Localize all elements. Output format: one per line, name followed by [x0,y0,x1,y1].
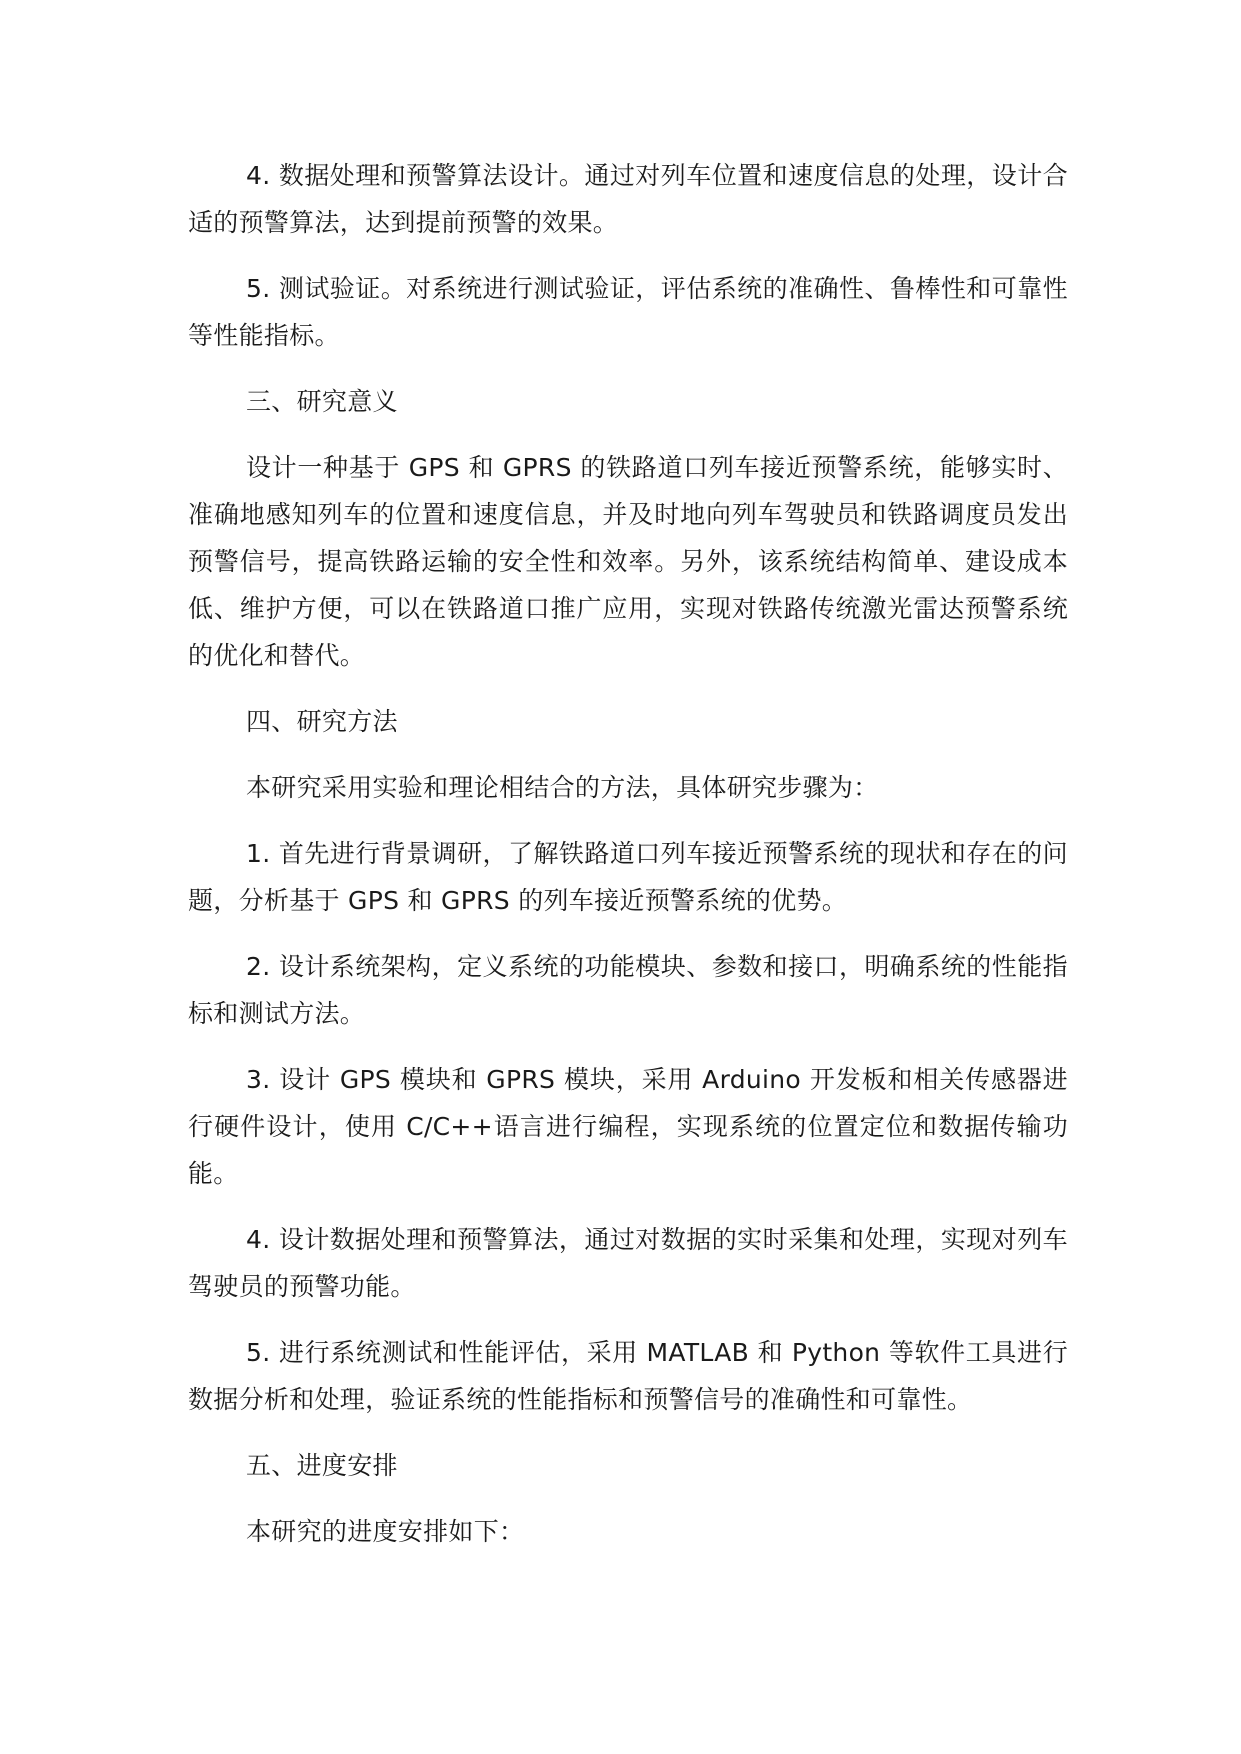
paragraph-research-significance: 设计一种基于 GPS 和 GPRS 的铁路道口列车接近预警系统，能够实时、准确地感知列车的位置和速度信息，并及时地向列车驾驶员和铁路调度员发出预警信号，提高铁路运输的安全性和效率。另外，该系统结构简单、建设成本低、维护方便，可以在铁路道口推广应用，实现对铁路传统激光雷达预警系统的优化和替代。 [188,453,1068,670]
heading-schedule: 五、进度安排 [246,1451,398,1480]
paragraph-algorithm-design: 4. 数据处理和预警算法设计。通过对列车位置和速度信息的处理，设计合适的预警算法，达到提前预警的效果。 [188,161,1068,237]
document-body [188,152,1068,1574]
paragraph-method-step-3: 3. 设计 GPS 模块和 GPRS 模块，采用 Arduino 开发板和相关传感器进行硬件设计，使用 C/C++语言进行编程，实现系统的位置定位和数据传输功能。 [188,1065,1068,1188]
heading-research-method: 四、研究方法 [246,707,398,736]
paragraph-method-step-2: 2. 设计系统架构，定义系统的功能模块、参数和接口，明确系统的性能指标和测试方法。 [188,952,1068,1028]
paragraph-method-step-1: 1. 首先进行背景调研，了解铁路道口列车接近预警系统的现状和存在的问题，分析基于 GPS 和 GPRS 的列车接近预警系统的优势。 [188,839,1068,915]
paragraph-method-step-5: 5. 进行系统测试和性能评估，采用 MATLAB 和 Python 等软件工具进行数据分析和处理，验证系统的性能指标和预警信号的准确性和可靠性。 [188,1338,1068,1414]
paragraph-method-step-4: 4. 设计数据处理和预警算法，通过对数据的实时采集和处理，实现对列车驾驶员的预警功能。 [188,1225,1068,1301]
paragraph-test-validation: 5. 测试验证。对系统进行测试验证，评估系统的准确性、鲁棒性和可靠性等性能指标。 [188,274,1068,350]
paragraph-method-intro: 本研究采用实验和理论相结合的方法，具体研究步骤为： [246,773,879,802]
paragraph-schedule-intro: 本研究的进度安排如下： [246,1517,525,1546]
heading-research-significance: 三、研究意义 [246,387,398,416]
